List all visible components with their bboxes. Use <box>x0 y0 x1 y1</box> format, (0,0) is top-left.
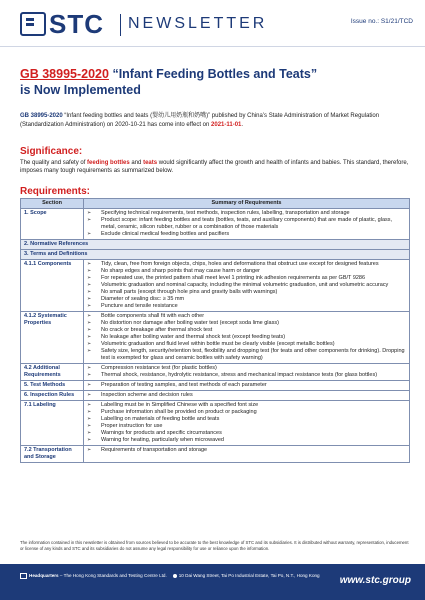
header-divider <box>120 14 121 36</box>
section-cell: 7.2 Transportation and Storage <box>21 446 84 463</box>
intro-end: . <box>241 121 244 128</box>
list-item: ➢ Diameter of sealing disc: ≥ 35 mm <box>87 296 406 303</box>
list-item: ➢ Warning for heating, particularly when microwaved <box>87 437 406 444</box>
list-item: ➢ No small parts (except through hole pins and gravity balls with warnings) <box>87 289 406 296</box>
requirement-list <box>87 210 406 238</box>
list-item: ➢ Labelling on materials of feeding bottle and teats <box>87 416 406 423</box>
list-item: ➢ Bottle components shall fit with each other <box>87 313 406 320</box>
table-row <box>21 391 410 401</box>
section-cell: 3. Terms and Definitions <box>21 250 410 260</box>
summary-cell <box>84 209 410 240</box>
summary-cell <box>84 364 410 381</box>
requirement-list <box>87 447 406 454</box>
table-row <box>21 446 410 463</box>
website-link[interactable]: www.stc.group <box>339 575 411 586</box>
requirement-list <box>87 313 406 362</box>
list-item: ➢ No crack or breakage after thermal shock test <box>87 327 406 334</box>
requirement-list <box>87 365 406 379</box>
table-row <box>21 240 410 250</box>
table-row <box>21 312 410 364</box>
footer <box>0 564 425 600</box>
list-item: ➢ Tidy, clean, free from foreign objects, chips, holes and deformations that obstruct use except for designed features <box>87 261 406 268</box>
summary-cell <box>84 260 410 312</box>
requirements-heading: Requirements: <box>20 186 91 197</box>
table-body <box>21 209 410 463</box>
building-icon <box>20 573 27 579</box>
requirement-list <box>87 402 406 444</box>
location-pin-icon <box>173 574 177 578</box>
title-line1: “Infant Feeding Bottles and Teats” <box>112 67 318 81</box>
intro-paragraph <box>20 112 410 129</box>
stc-logo-icon <box>20 12 46 36</box>
list-item: ➢ Thermal shock, resistance, hydrolytic resistance, stress and mechanical impact resistance tests (for glass bottles) <box>87 372 406 379</box>
intro-date: 2021-11-01 <box>211 121 242 128</box>
sig-t1: The quality and safety of <box>20 160 88 166</box>
table-row <box>21 209 410 240</box>
requirement-list <box>87 261 406 310</box>
list-item: ➢ Inspection scheme and decision rules <box>87 392 406 399</box>
table-header-row <box>21 199 410 209</box>
section-cell: 7.1 Labeling <box>21 401 84 446</box>
list-item: ➢ Exclude clinical medical feeding bottles and pacifiers <box>87 231 406 238</box>
table-row <box>21 250 410 260</box>
sig-t2: and <box>129 160 144 166</box>
summary-cell <box>84 446 410 463</box>
section-cell: 4.1.2 Systematic Properties <box>21 312 84 364</box>
col-section: Section <box>21 199 84 209</box>
col-summary: Summary of Requirements <box>84 199 410 209</box>
sig-k1: feeding bottles <box>87 160 130 166</box>
disclaimer: The information contained in this newsletter is obtained from sources believed to be accurate to the best knowledge of STC and its subsidiaries. It is distributed without warranty, representation, inducement or license of any kinds and STC and its subsidiaries do not assume any legal responsibility for use or reliance upon the information. <box>20 540 409 551</box>
intro-quote: “Infant feeding bottles and teats (婴幼儿用奶瓶和奶嘴)” <box>64 113 211 119</box>
section-cell: 6. Inspection Rules <box>21 391 84 401</box>
section-cell: 1. Scope <box>21 209 84 240</box>
section-cell: 5. Test Methods <box>21 381 84 391</box>
page-title <box>20 66 410 98</box>
significance-heading: Significance: <box>20 146 83 157</box>
intro-text: published by China’s State Administration of Market Regulation (Standardization Administration) on 2020-10-21 has come into effect on <box>20 113 380 128</box>
significance-paragraph <box>20 159 410 175</box>
sig-k2: teats <box>143 160 158 166</box>
section-cell: 4.2 Additional Requirements <box>21 364 84 381</box>
intro-standard: GB 38995-2020 <box>20 113 63 119</box>
summary-cell <box>84 381 410 391</box>
list-item: ➢ Labelling must be in Simplified Chinese with a specified font size <box>87 402 406 409</box>
list-item: ➢ Puncture and tensile resistance <box>87 303 406 310</box>
list-item: ➢ Specifying technical requirements, test methods, inspection rules, labelling, transportation and storage <box>87 210 406 217</box>
list-item: ➢ No sharp edges and sharp points that may cause harm or danger <box>87 268 406 275</box>
list-item: ➢ Purchase information shall be provided on product or packaging <box>87 409 406 416</box>
list-item: ➢ Volumetric graduation and nominal capacity, including the minimal volumetric graduation, unit and volumetric accuracy <box>87 282 406 289</box>
list-item: ➢ Safety size, length, security/retention test, flexibility and dropping test (for teats and other components for drinking). Dropping test is exempted for glass and ceramic bottles with safety warning) <box>87 348 406 362</box>
list-item: ➢ Product scope: infant feeding bottles and teats (bottles, teats, and auxiliary components) that are made of plastic, glass, metal, ceramic, silicon rubber, rubber or a combination of those materials <box>87 217 406 231</box>
list-item: ➢ Preparation of testing samples, and test methods of each parameter <box>87 382 406 389</box>
header <box>0 0 425 46</box>
table-row <box>21 381 410 391</box>
requirement-list <box>87 392 406 399</box>
summary-cell <box>84 312 410 364</box>
list-item: ➢ Requirements of transportation and storage <box>87 447 406 454</box>
issue-number: Issue no.: S1/21/TCD <box>350 18 413 25</box>
footer-company: – The Hong Kong Standards and Testing Centre Ltd. <box>58 573 167 579</box>
list-item: ➢ Warnings for products and specific circumstances <box>87 430 406 437</box>
summary-cell <box>84 391 410 401</box>
table-row <box>21 260 410 312</box>
newsletter-label: NEWSLETTER <box>128 15 268 32</box>
table-row <box>21 401 410 446</box>
sig-t3: would significantly affect the growth and health of infants and babies. This standard, therefore, imposes many tough requirements as summarized below. <box>20 160 409 174</box>
logo-text: STC <box>49 9 104 39</box>
requirement-list <box>87 382 406 389</box>
requirements-table <box>20 198 410 463</box>
section-cell: 4.1.1 Components <box>21 260 84 312</box>
list-item: ➢ No distortion nor damage after boiling water test (except soda lime glass) <box>87 320 406 327</box>
header-rule <box>0 46 425 47</box>
list-item: ➢ No leakage after boiling water and thermal shock test (except feeding teats) <box>87 334 406 341</box>
list-item: ➢ Volumetric graduation and fluid level within bottle must be clearly visible (except metallic bottles) <box>87 341 406 348</box>
table-row <box>21 364 410 381</box>
stc-logo <box>20 9 104 39</box>
footer-label: Headquarters <box>29 573 59 579</box>
footer-address: 10 Dai Wang Street, Tai Po Industrial Estate, Tai Po, N.T., Hong Kong <box>178 573 320 579</box>
summary-cell <box>84 401 410 446</box>
title-line2: is Now Implemented <box>20 83 141 97</box>
title-standard: GB 38995-2020 <box>20 67 109 81</box>
list-item: ➢ For repeated use, the printed pattern shall meet level 1 printing ink adhesion requirements as per GB/T 9286 <box>87 275 406 282</box>
list-item: ➢ Proper instruction for use <box>87 423 406 430</box>
footer-address-block <box>20 573 320 579</box>
list-item: ➢ Compression resistance test (for plastic bottles) <box>87 365 406 372</box>
section-cell: 2. Normative References <box>21 240 410 250</box>
